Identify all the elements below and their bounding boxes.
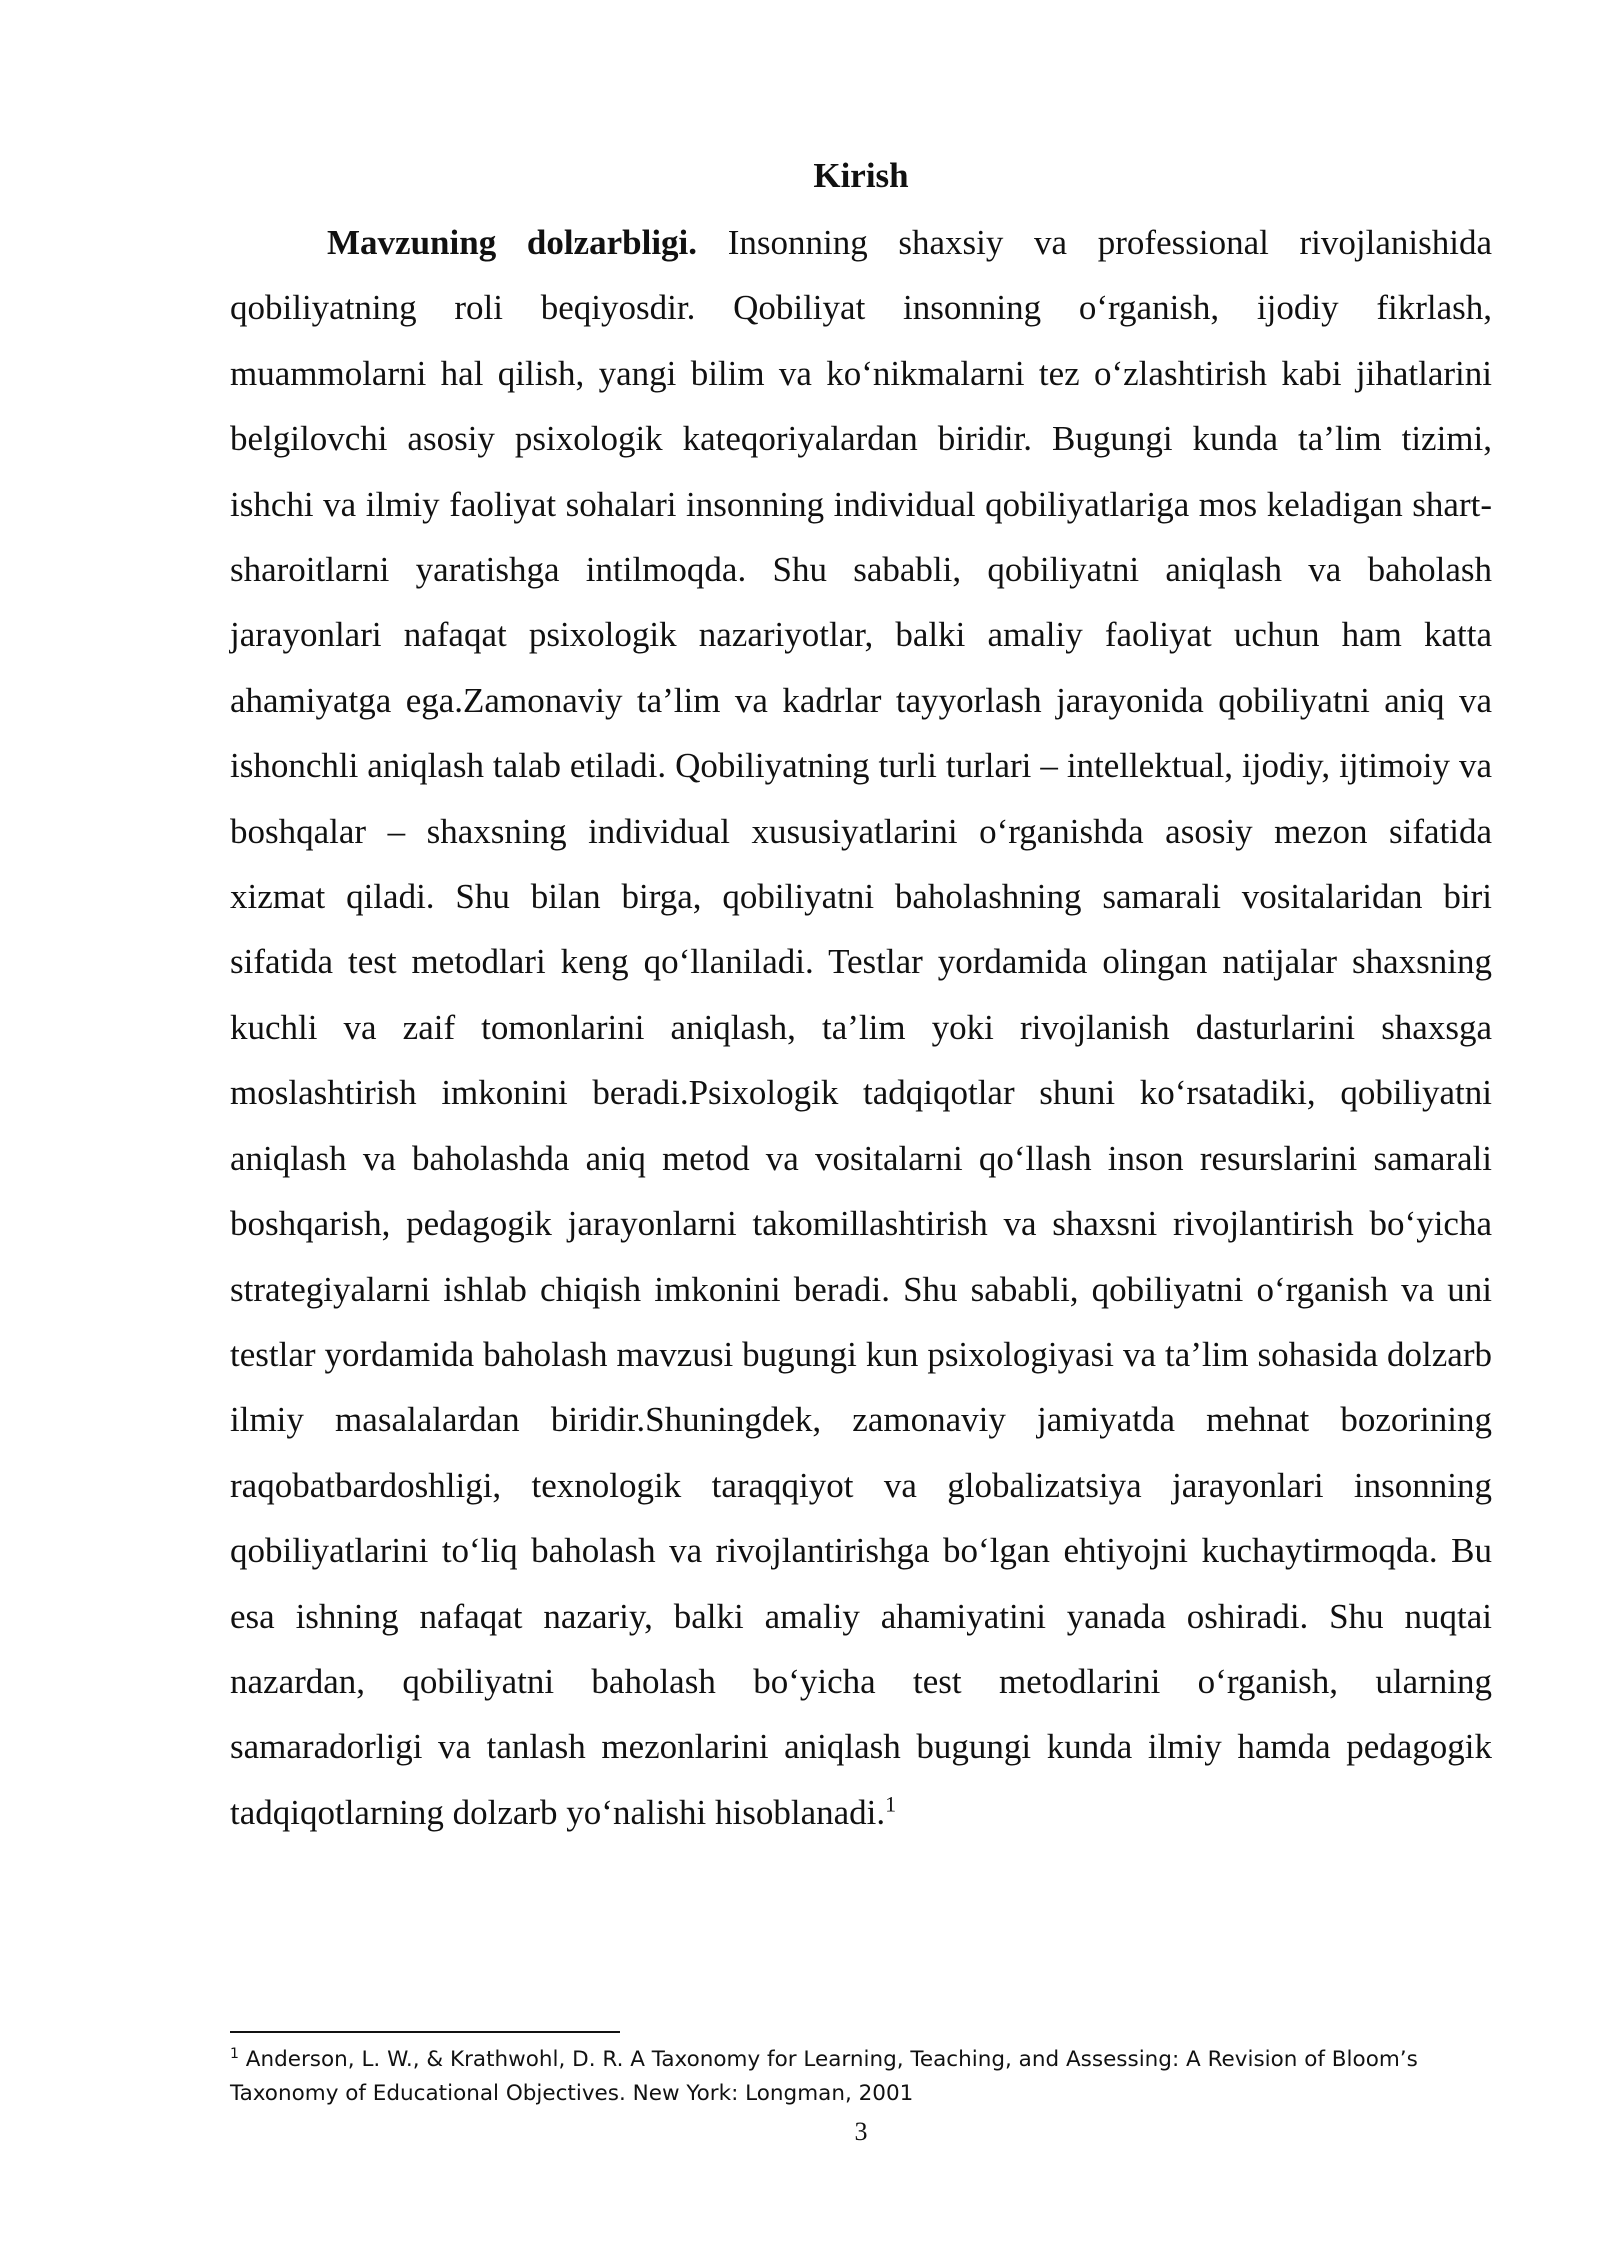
footnote-separator — [230, 2031, 620, 2033]
page-number: 3 — [854, 2117, 868, 2146]
body-paragraph — [230, 210, 1492, 1845]
section-heading: Kirish — [813, 156, 909, 195]
footnote-text: Anderson, L. W., & Krathwohl, D. R. A Taxonomy for Learning, Teaching, and Assessing: A Revision of Bloom’s Taxonomy of Educational Objectives. New York: Longman, 2001 — [230, 2047, 1418, 2106]
footnote-mark: 1 — [230, 2045, 239, 2062]
paragraph-text: Insonning shaxsiy va professional rivojlanishida qobiliyatning roli beqiyosdir. Qobiliyat insonning o‘rganish, ijodiy fikrlash, muammolarni hal qilish, yangi bilim va ko‘nikmalarni tez o‘zlashtirish kabi jihatlarini belgilovchi asosiy psixologik kateqoriyalardan biridir. Bugungi kunda ta’lim tizimi, ishchi va ilmiy faoliyat sohalari insonning individual qobiliyatlariga mos keladigan shart-sharoitlarni yaratishga intilmoqda. Shu sababli, qobiliyatni aniqlash va baholash jarayonlari nafaqat psixologik nazariyotlar, balki amaliy faoliyat uchun ham katta ahamiyatga ega.Zamonaviy ta’lim va kadrlar tayyorlash jarayonida qobiliyatni aniq va ishonchli aniqlash talab etiladi. Qobiliyatning turli turlari – intellektual, ijodiy, ijtimoiy va boshqalar – shaxsning individual xususiyatlarini o‘rganishda asosiy mezon sifatida xizmat qiladi. Shu bilan birga, qobiliyatni baholashning samarali vositalaridan biri sifatida test metodlari keng qo‘llaniladi. Testlar yordamida olingan natijalar shaxsning kuchli va zaif tomonlarini aniqlash, ta’lim yoki rivojlanish dasturlarini shaxsga moslashtirish imkonini beradi.Psixologik tadqiqotlar shuni ko‘rsatadiki, qobiliyatni aniqlash va baholashda aniq metod va vositalarni qo‘llash inson resurslarini samarali boshqarish, pedagogik jarayonlarni takomillashtirish va shaxsni rivojlantirish bo‘yicha strategiyalarni ishlab chiqish imkonini beradi. Shu sababli, qobiliyatni o‘rganish va uni testlar yordamida baholash mavzusi bugungi kun psixologiyasi va ta’lim sohasida dolzarb ilmiy masalalardan biridir.Shuningdek, zamonaviy jamiyatda mehnat bozorining raqobatbardoshligi, texnologik taraqqiyot va globalizatsiya jarayonlari insonning qobiliyatlarini to‘liq baholash va rivojlantirishga bo‘lgan ehtiyojni kuchaytirmoqda. Bu esa ishning nafaqat nazariy, balki amaliy ahamiyatini yanada oshiradi. Shu nuqtai nazardan, qobiliyatni baholash bo‘yicha test metodlarini o‘rganish, ularning samaradorligi va tanlash mezonlarini aniqlash bugungi kunda ilmiy hamda pedagogik tadqiqotlarning dolzarb yo‘nalishi hisoblanadi. — [230, 223, 1492, 1832]
footnote-reference[interactable]: 1 — [885, 1791, 897, 1817]
paragraph-lead: Mavzuning dolzarbligi. — [327, 223, 698, 262]
footnote — [230, 2043, 1492, 2111]
